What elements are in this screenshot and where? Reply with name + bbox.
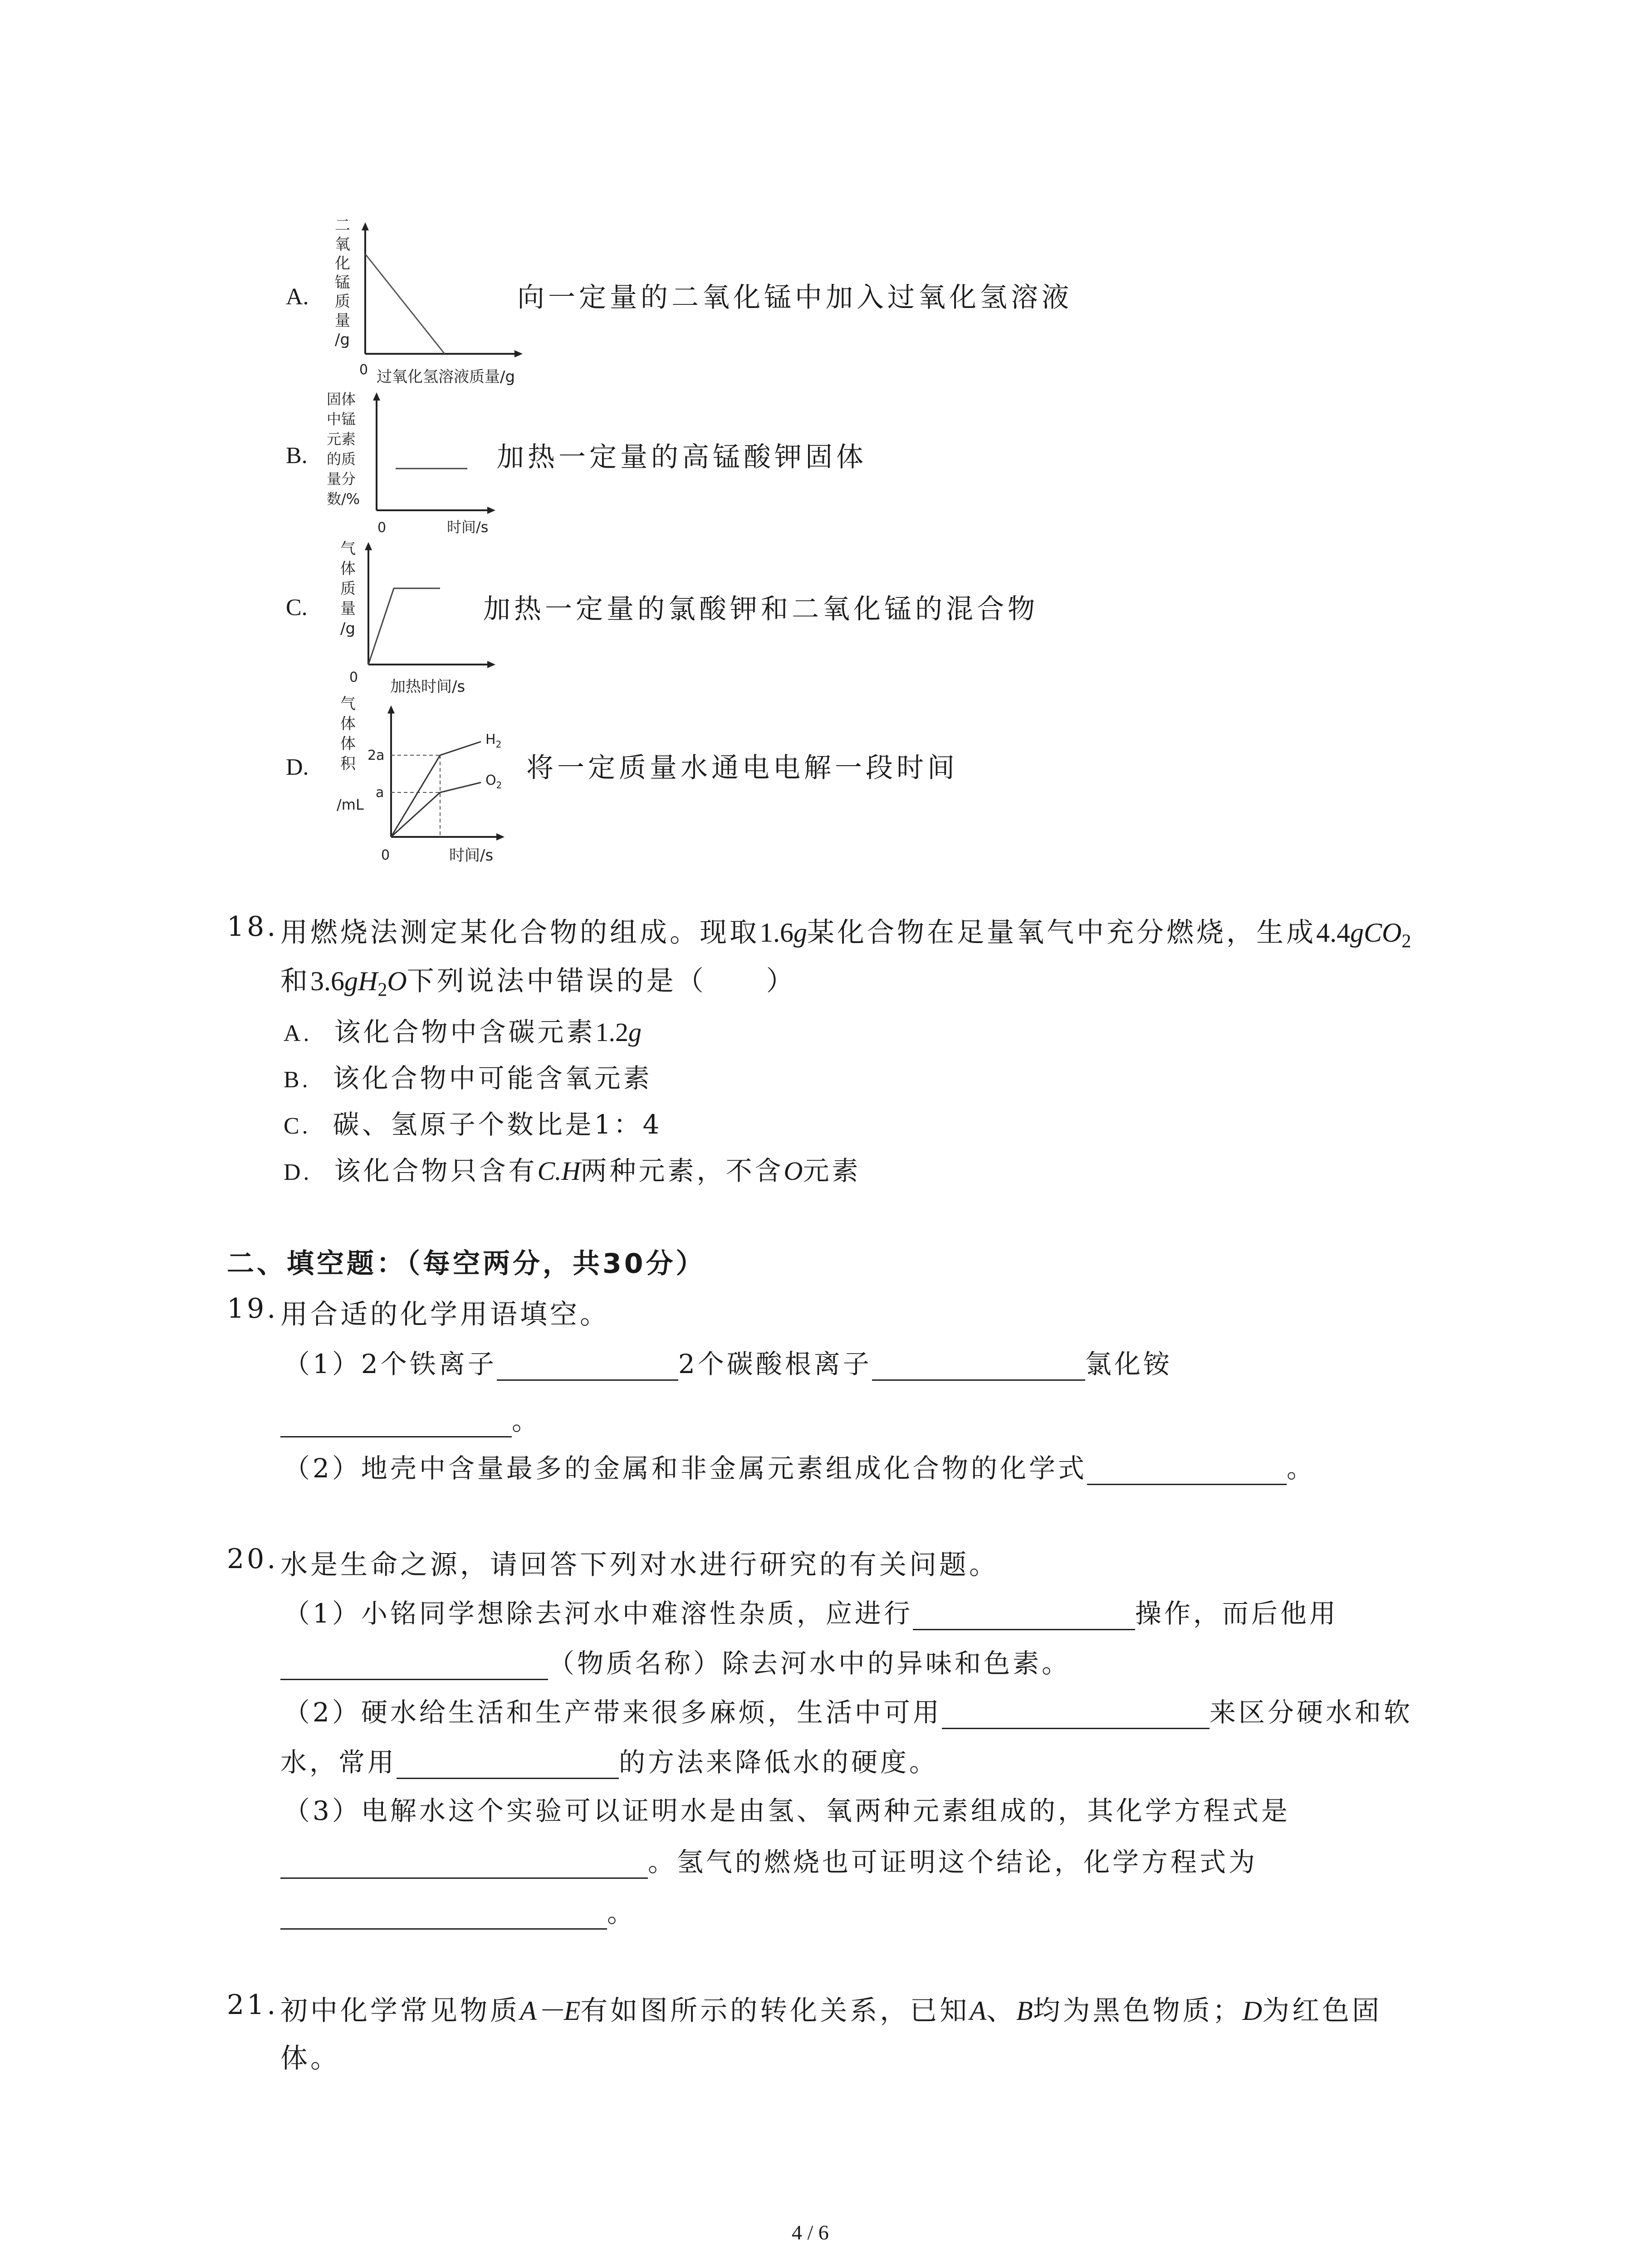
q19-part1-cont: 。 (280, 1399, 541, 1437)
option-c-text: 加热一定量的氯酸钾和二氧化锰的混合物 (483, 593, 1038, 625)
svg-text:中锰: 中锰 (327, 411, 356, 428)
svg-text:体: 体 (340, 560, 356, 578)
option-b-text: 加热一定量的高锰酸钾固体 (497, 441, 867, 473)
svg-text:积: 积 (340, 755, 356, 773)
q20-blank-1 (913, 1603, 1135, 1630)
graph-d (327, 692, 535, 869)
graph-d-x-arrow (496, 833, 505, 841)
graph-d-y-arrow (387, 705, 395, 714)
section-2-title: 二、填空题：（每空两分，共30分） (227, 1248, 706, 1280)
q20-stem: 水是生命之源，请回答下列对水进行研究的有关问题。 (280, 1549, 999, 1581)
svg-text:/g: /g (335, 331, 350, 349)
graph-a (327, 213, 535, 390)
svg-text:体: 体 (340, 735, 356, 753)
q20-blank-3 (942, 1702, 1210, 1729)
graph-c-origin: 0 (349, 670, 358, 685)
graph-d-o2-label: $O_2$ (485, 772, 502, 791)
graph-a-y-arrow (362, 222, 369, 230)
graph-a-x-arrow (514, 350, 523, 357)
q18-line1: 用燃烧法测定某化合物的组成。现取1.6g某化合物在足量氧气中充分燃烧，生成4.4gCO$_2$ (280, 917, 1411, 952)
q20-number: 20. (227, 1543, 279, 1575)
graph-c-y-arrow (365, 542, 372, 550)
q20-blank-6 (280, 1903, 607, 1930)
option-d-letter: D. (286, 754, 309, 780)
svg-text:体: 体 (340, 715, 356, 733)
graph-b-ylabel (327, 391, 360, 508)
q19-part1: （1）2个铁离子 2个碳酸根离子 氯化铵 (284, 1343, 1172, 1381)
graph-b-y-arrow (373, 392, 380, 401)
option-b-letter: B. (286, 443, 308, 469)
graph-d-h2-line (391, 742, 481, 837)
svg-text:气: 气 (340, 695, 356, 713)
q20-part3-cont2: 。 (280, 1892, 636, 1930)
svg-text:氧: 氧 (335, 235, 350, 254)
graph-c-curve (368, 588, 440, 665)
graph-a-origin: 0 (359, 362, 368, 378)
svg-text:量分: 量分 (327, 470, 356, 488)
graph-c-ylabel (340, 540, 356, 638)
graph-d-tick-2a: 2a (367, 748, 385, 763)
q21-line2: 体。 (280, 2043, 340, 2074)
q21-line1: 初中化学常见物质A－E有如图所示的转化关系，已知A、B均为黑色物质；D为红色固 (280, 1995, 1382, 2027)
graph-b-xlabel: 时间/s (447, 518, 489, 536)
svg-text:二: 二 (335, 216, 350, 235)
q21-number: 21. (227, 1989, 279, 2021)
option-c-letter: C. (286, 595, 308, 621)
graph-c-x-arrow (487, 661, 495, 668)
svg-text:数/%: 数/% (327, 490, 360, 508)
svg-text:/g: /g (340, 620, 356, 638)
svg-text:固体: 固体 (327, 391, 356, 408)
graph-d-tick-a: a (376, 785, 384, 801)
option-d-text: 将一定质量水通电电解一段时间 (526, 752, 958, 784)
page-number: 4 / 6 (792, 2221, 829, 2244)
q18-option-d: D. 该化合物只含有C.H两种元素，不含O元素 (284, 1155, 861, 1186)
svg-text:化: 化 (335, 254, 350, 273)
option-a-text: 向一定量的二氧化锰中加入过氧化氢溶液 (517, 282, 1073, 313)
svg-text:锰: 锰 (335, 274, 350, 292)
q18-option-a: A. 该化合物中含碳元素1.2g (284, 1017, 642, 1047)
q20-part2: （2）硬水给生活和生产带来很多麻烦，生活中可用 来区分硬水和软 (284, 1691, 1413, 1729)
graph-d-origin: 0 (381, 847, 390, 863)
q19-stem: 用合适的化学用语填空。 (280, 1299, 610, 1330)
q18-line2: 和$3.6gH_2O$下列说法中错误的是（ ） (280, 965, 796, 1001)
graph-b-x-arrow (487, 507, 495, 514)
q20-part1-cont: （物质名称）除去河水中的异味和色素。 (280, 1642, 1071, 1680)
q20-blank-5 (280, 1852, 648, 1879)
svg-text:质: 质 (335, 293, 350, 311)
svg-text:气: 气 (340, 540, 356, 558)
svg-text:量: 量 (340, 600, 356, 618)
graph-a-ylabel (335, 216, 350, 349)
q20-blank-4 (397, 1752, 619, 1779)
svg-text:的质: 的质 (327, 450, 356, 468)
graph-a-curve (365, 254, 445, 354)
graph-c-xlabel: 加热时间/s (390, 678, 465, 696)
graph-c (327, 538, 508, 701)
svg-text:质: 质 (340, 580, 356, 598)
q20-part3: （3）电解水这个实验可以证明水是由氢、氧两种元素组成的，其化学方程式是 (284, 1795, 1290, 1826)
q18-number: 18. (227, 911, 279, 943)
q20-blank-2 (280, 1653, 548, 1680)
q19-blank-2 (872, 1354, 1085, 1381)
q18-option-c: C. 碳、氢原子个数比是1：4 (284, 1109, 662, 1140)
graph-a-xlabel: 过氧化氢溶液质量/g (377, 368, 515, 386)
q19-blank-4 (1087, 1458, 1287, 1485)
option-a-letter: A. (286, 284, 309, 310)
svg-text:元素: 元素 (327, 430, 356, 448)
graph-b (327, 388, 508, 542)
graph-d-h2-label: $H_2$ (485, 732, 502, 750)
q19-blank-3 (280, 1411, 512, 1437)
q19-part2: （2）地壳中含量最多的金属和非金属元素组成化合物的化学式 。 (284, 1447, 1316, 1485)
q19-number: 19. (227, 1293, 279, 1325)
svg-text:量: 量 (335, 312, 350, 330)
q20-part1: （1）小铭同学想除去河水中难溶性杂质，应进行 操作，而后他用 (284, 1592, 1338, 1630)
graph-d-ylabel (337, 695, 364, 813)
svg-text:/mL: /mL (337, 796, 364, 813)
q20-part2-cont: 水，常用 的方法来降低水的硬度。 (280, 1741, 938, 1779)
graph-b-origin: 0 (377, 520, 387, 536)
q19-blank-1 (497, 1354, 678, 1381)
q20-part3-cont: 。氢气的燃烧也可证明这个结论，化学方程式为 (280, 1841, 1258, 1879)
graph-d-xlabel: 时间/s (449, 846, 494, 865)
q18-option-b: B. 该化合物中可能含氧元素 (284, 1063, 652, 1094)
graph-d-o2-line (391, 782, 481, 837)
